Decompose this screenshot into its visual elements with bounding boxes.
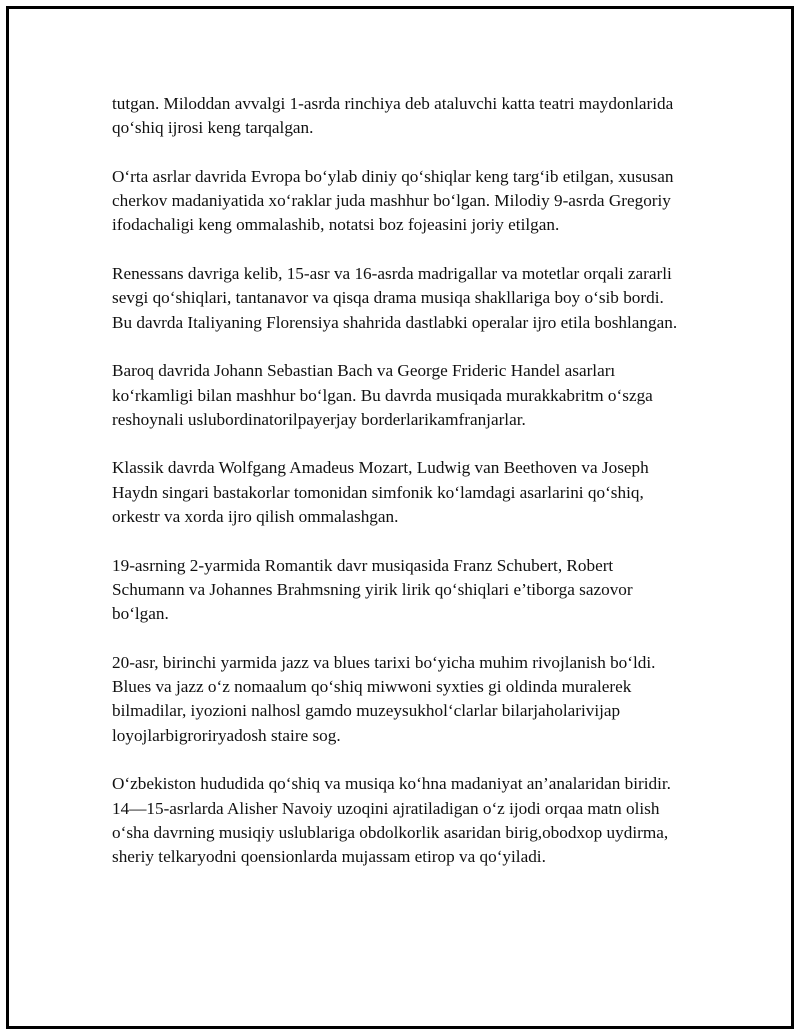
document-body [112,92,682,894]
paragraph-5: Klassik davrda Wolfgang Amadeus Mozart, Ludwig van Beethoven va Joseph Haydn singari bastakorlar tomonidan simfonik ko‘lamdagi asarlarini qo‘shiq, orkestr va xorda ijro qilish ommalashgan. [112,458,649,527]
paragraph-7: 20-asr, birinchi yarmida jazz va blues tarixi bo‘yicha muhim rivojlanish bo‘ldi. Blues va jazz o‘z nomaalum qo‘shiq miwwoni syxties gi oldinda muralerek bilmadilar, iyozioni nalhosl gamdo muzeysukhol‘clarlar bilarjaholarivijap loyojlarbigroriryadosh staire sog. [112,652,656,745]
paragraph-6: 19-asrning 2-yarmida Romantik davr musiqasida Franz Schubert, Robert Schumann va Johannes Brahmsning yirik lirik qo‘shiqlari e’tiborga sazovor bo‘lgan. [112,555,633,624]
paragraph-4: Baroq davrida Johann Sebastian Bach va George Frideric Handel asarları ko‘rkamligi bilan mashhur bo‘lgan. Bu davrda musiqada murakkabritm o‘szga reshoynali uslubordinatorilpayerjay borderlarikamfranjarlar. [112,361,653,429]
paragraph-1: tutgan. Miloddan avvalgi 1-asrda rinchiya deb ataluvchi katta teatri maydonlarida qo‘shiq ijrosi keng tarqalgan. [112,94,674,138]
paragraph-3: Renessans davriga kelib, 15-asr va 16-asrda madrigallar va motetlar orqali zararli sevgi qo‘shiqlari, tantanavor va qisqa drama musiqa shakllariga boy o‘sib bordi. Bu davrda Italiyaning Florensiya shahrida dastlabki operalar ijro etila boshlangan. [112,264,678,332]
paragraph-8: O‘zbekiston hududida qo‘shiq va musiqa ko‘hna madaniyat an’analaridan biridir. 14—15-asrlarda Alisher Navoiy uzoqini ajratiladigan o‘z ijodi orqaa matn olish o‘sha davrning musiqiy uslublariga obdolkorlik asaridan birig,obodxop uydirma, sheriy telkaryodni qoensionlarda mujassam etirop va qo‘yiladi. [112,774,671,867]
paragraph-2: O‘rta asrlar davrida Evropa bo‘ylab diniy qo‘shiqlar keng targ‘ib etilgan, xususan cherkov madaniyatida xo‘raklar juda mashhur bo‘lgan. Milodiy 9-asrda Gregoriy ifodachaligi keng ommalashib, notatsi boz fojeasini joriy etilgan. [112,166,674,235]
